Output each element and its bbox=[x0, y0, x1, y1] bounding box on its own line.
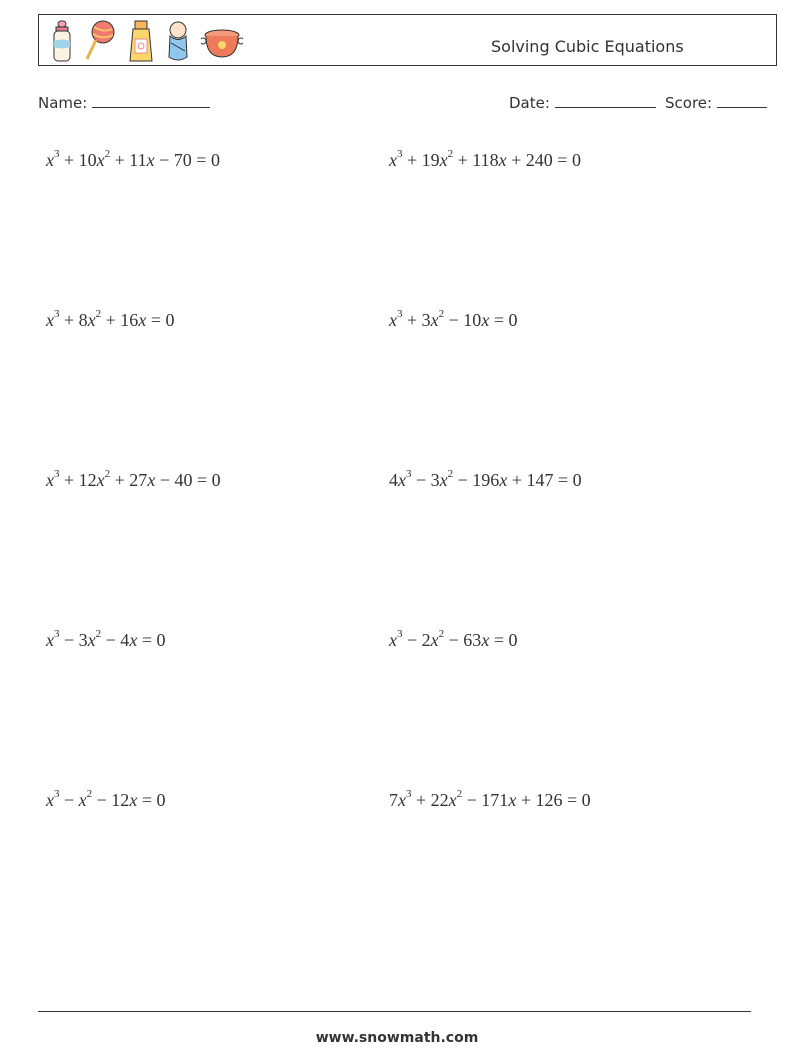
exponent: 3 bbox=[406, 468, 412, 480]
problem-8 bbox=[389, 630, 517, 651]
exponent: 2 bbox=[95, 308, 102, 320]
exponent: 3 bbox=[54, 148, 60, 160]
term: + 12 bbox=[59, 470, 97, 490]
problem-4 bbox=[389, 310, 517, 331]
exponent: 3 bbox=[397, 628, 403, 640]
variable: x bbox=[146, 150, 155, 170]
variable: x bbox=[430, 310, 439, 330]
baby-potty-icon bbox=[201, 19, 243, 63]
problem-9 bbox=[46, 790, 165, 811]
exponent: 2 bbox=[104, 148, 111, 160]
variable: x bbox=[129, 790, 138, 810]
variable: x bbox=[439, 150, 448, 170]
term: = 0 bbox=[489, 310, 518, 330]
variable: x bbox=[448, 790, 457, 810]
variable: x bbox=[78, 790, 87, 810]
exponent: 2 bbox=[438, 628, 445, 640]
variable: x bbox=[87, 630, 96, 650]
date-field[interactable] bbox=[509, 93, 656, 112]
variable: x bbox=[398, 790, 406, 810]
term: 7 bbox=[389, 790, 398, 810]
problem-1 bbox=[46, 150, 220, 171]
term: + 11 bbox=[110, 150, 147, 170]
term: − 10 bbox=[444, 310, 482, 330]
problem-5 bbox=[46, 470, 221, 491]
exponent: 2 bbox=[438, 308, 445, 320]
term: + 147 = 0 bbox=[507, 470, 582, 490]
variable: x bbox=[46, 310, 54, 330]
exponent: 3 bbox=[406, 788, 412, 800]
term: = 0 bbox=[489, 630, 518, 650]
term: + 126 = 0 bbox=[516, 790, 591, 810]
problem-3 bbox=[46, 310, 174, 331]
date-blank[interactable] bbox=[555, 93, 656, 108]
exponent: 3 bbox=[54, 308, 60, 320]
term: − 4 bbox=[101, 630, 130, 650]
term: − 70 = 0 bbox=[154, 150, 220, 170]
footer-site: www.snowmath.com bbox=[315, 1030, 479, 1046]
variable: x bbox=[46, 470, 54, 490]
term: 4 bbox=[389, 470, 398, 490]
variable: x bbox=[389, 630, 397, 650]
term: − 40 = 0 bbox=[155, 470, 221, 490]
variable: x bbox=[147, 470, 156, 490]
exponent: 2 bbox=[447, 468, 454, 480]
exponent: 3 bbox=[397, 308, 403, 320]
problem-10 bbox=[389, 790, 591, 811]
score-blank[interactable] bbox=[717, 93, 767, 108]
footer-rule bbox=[38, 1011, 751, 1012]
variable: x bbox=[96, 470, 105, 490]
term: − 3 bbox=[411, 470, 440, 490]
score-field[interactable] bbox=[665, 93, 767, 112]
term: + 16 bbox=[101, 310, 139, 330]
baby-lotion-icon bbox=[127, 19, 155, 63]
exponent: 2 bbox=[456, 788, 463, 800]
header-box bbox=[38, 14, 777, 66]
exponent: 2 bbox=[447, 148, 454, 160]
term: + 3 bbox=[402, 310, 431, 330]
problem-2 bbox=[389, 150, 581, 171]
exponent: 3 bbox=[54, 468, 60, 480]
variable: x bbox=[508, 790, 517, 810]
variable: x bbox=[481, 310, 490, 330]
term: + 240 = 0 bbox=[506, 150, 581, 170]
term: − 63 bbox=[444, 630, 482, 650]
term: + 10 bbox=[59, 150, 97, 170]
term: + 118 bbox=[453, 150, 499, 170]
term: = 0 bbox=[137, 790, 166, 810]
term: − 3 bbox=[59, 630, 88, 650]
variable: x bbox=[398, 470, 406, 490]
variable: x bbox=[481, 630, 490, 650]
page-title: Solving Cubic Equations bbox=[491, 37, 684, 56]
variable: x bbox=[46, 150, 54, 170]
variable: x bbox=[46, 790, 54, 810]
term: − bbox=[59, 790, 79, 810]
variable: x bbox=[430, 630, 439, 650]
variable: x bbox=[499, 470, 508, 490]
term: − 171 bbox=[462, 790, 509, 810]
baby-bottle-icon bbox=[51, 19, 73, 63]
exponent: 3 bbox=[54, 788, 60, 800]
date-label: Date: bbox=[509, 94, 550, 112]
exponent: 2 bbox=[86, 788, 93, 800]
variable: x bbox=[138, 310, 147, 330]
variable: x bbox=[46, 630, 54, 650]
variable: x bbox=[389, 310, 397, 330]
variable: x bbox=[389, 150, 397, 170]
score-label: Score: bbox=[665, 94, 713, 112]
exponent: 2 bbox=[104, 468, 111, 480]
exponent: 3 bbox=[54, 628, 60, 640]
term: + 27 bbox=[110, 470, 148, 490]
name-blank[interactable] bbox=[92, 93, 210, 108]
variable: x bbox=[498, 150, 507, 170]
lollipop-rattle-icon bbox=[83, 19, 117, 63]
variable: x bbox=[87, 310, 96, 330]
header-icons bbox=[51, 19, 243, 63]
problem-7 bbox=[46, 630, 165, 651]
name-label: Name: bbox=[38, 94, 88, 112]
problem-6 bbox=[389, 470, 582, 491]
variable: x bbox=[129, 630, 138, 650]
term: − 2 bbox=[402, 630, 431, 650]
exponent: 3 bbox=[397, 148, 403, 160]
name-field[interactable] bbox=[38, 93, 210, 112]
exponent: 2 bbox=[95, 628, 102, 640]
term: + 22 bbox=[411, 790, 449, 810]
term: = 0 bbox=[137, 630, 166, 650]
term: = 0 bbox=[146, 310, 175, 330]
variable: x bbox=[96, 150, 105, 170]
term: + 19 bbox=[402, 150, 440, 170]
swaddled-baby-icon bbox=[165, 19, 191, 63]
term: − 12 bbox=[92, 790, 130, 810]
term: + 8 bbox=[59, 310, 88, 330]
variable: x bbox=[439, 470, 448, 490]
term: − 196 bbox=[453, 470, 500, 490]
